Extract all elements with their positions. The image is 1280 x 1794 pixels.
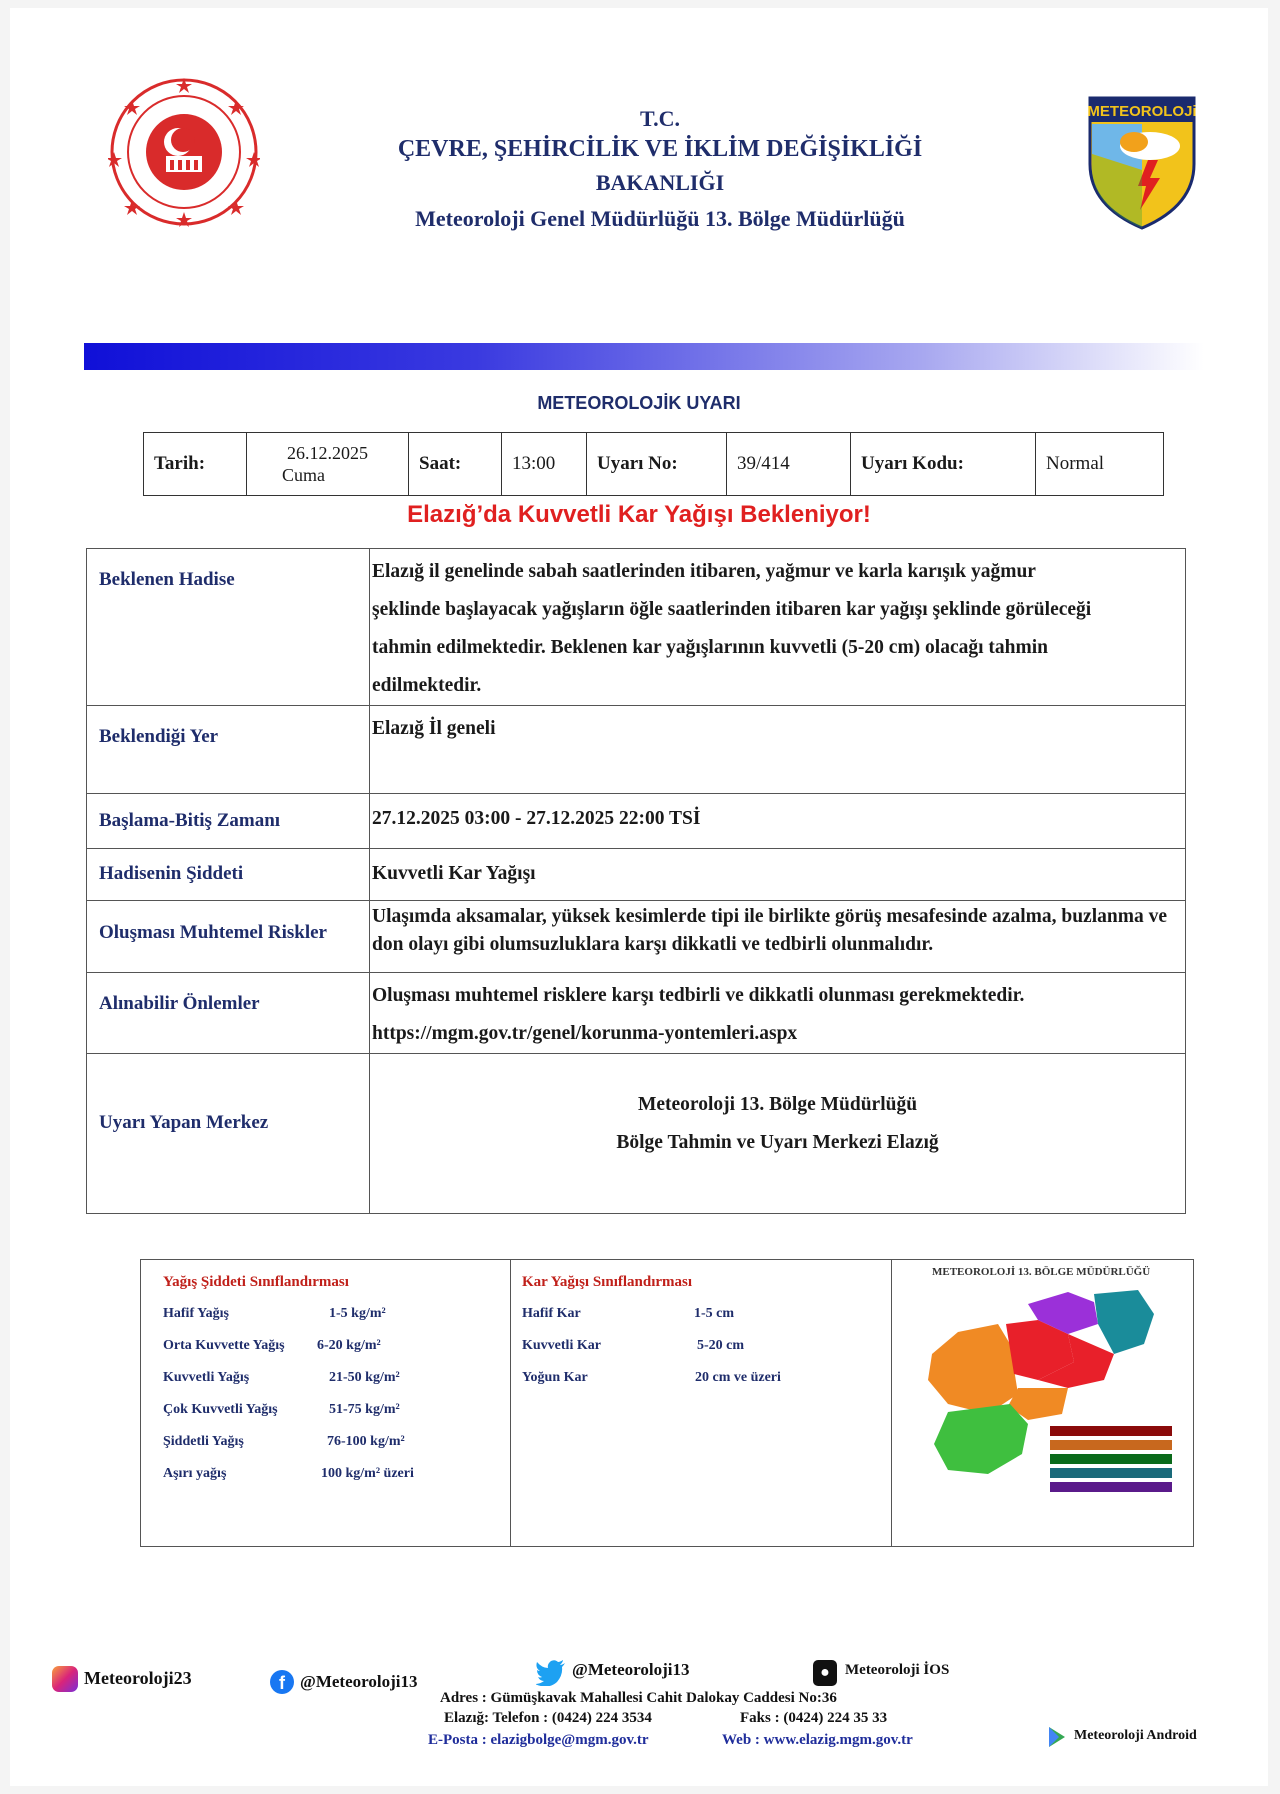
time-value: 13:00 <box>502 433 587 496</box>
rain-item-name: Kuvvetli Yağış <box>163 1370 250 1385</box>
warning-code-label: Uyarı Kodu: <box>851 433 1036 496</box>
date-cell <box>247 433 409 496</box>
risk-label: Oluşması Muhtemel Riskler <box>87 901 370 973</box>
footer-web[interactable]: Web : www.elazig.mgm.gov.tr <box>722 1732 913 1748</box>
region-map-panel <box>892 1260 1192 1546</box>
twitter-icon <box>536 1660 566 1686</box>
instagram-handle: Meteoroloji23 <box>84 1668 192 1688</box>
shield-logo-text: METEOROLOJi <box>1087 103 1197 120</box>
android-label: Meteoroloji Android <box>1074 1728 1197 1743</box>
snow-item-value: 1-5 cm <box>694 1306 735 1321</box>
time-label: Saat: <box>409 433 502 496</box>
event-value: Elazığ il genelinde sabah saatlerinden itibaren, yağmur ve karla karışık yağmur şeklinde başlayacak yağışların öğle saatlerinden itibaren kar yağışı şeklinde görüleceği tahmin edilmektedir. Beklenen kar yağışlarının kuvvetli (5-20 cm) olacağı tahmin edilmektedir. <box>370 549 1186 706</box>
warning-code-value: Normal <box>1036 433 1164 496</box>
meteoroloji-shield-logo <box>1086 94 1198 230</box>
center-value-2: Bölge Tahmin ve Uyarı Merkezi Elazığ <box>616 1132 939 1153</box>
rain-item-value: 51-75 kg/m² <box>329 1402 400 1417</box>
date-label: Tarih: <box>144 433 247 496</box>
header-directorate: Meteoroloji Genel Müdürlüğü 13. Bölge Müdürlüğü <box>415 206 905 231</box>
day-value: Cuma <box>282 465 325 485</box>
footer-fax: Faks : (0424) 224 35 33 <box>740 1710 888 1726</box>
snow-item-name: Hafif Kar <box>522 1306 581 1321</box>
time-range-label: Başlama-Bitiş Zamanı <box>87 794 370 849</box>
snow-legend-title: Kar Yağışı Sınıflandırması <box>522 1274 693 1290</box>
rain-item-name: Orta Kuvvette Yağış <box>163 1338 285 1353</box>
rain-legend <box>141 1260 511 1546</box>
snow-item-value: 5-20 cm <box>697 1338 745 1353</box>
document-page <box>10 8 1268 1786</box>
warning-no-label: Uyarı No: <box>587 433 727 496</box>
facebook-handle: @Meteoroloji13 <box>300 1672 418 1691</box>
footer-email[interactable]: E-Posta : elazigbolge@mgm.gov.tr <box>428 1732 649 1748</box>
rain-item-name: Çok Kuvvetli Yağış <box>163 1402 278 1417</box>
warning-no-value: 39/414 <box>727 433 851 496</box>
measures-link[interactable]: https://mgm.gov.tr/genel/korunma-yontemleri.aspx <box>372 1023 798 1044</box>
alert-headline: Elazığ’da Kuvvetli Kar Yağışı Bekleniyor! <box>407 501 871 528</box>
classification-legend <box>140 1259 1194 1547</box>
warning-info-table <box>143 432 1164 496</box>
center-label: Uyarı Yapan Merkez <box>87 1054 370 1214</box>
ministry-seal-logo <box>108 76 260 228</box>
rain-item-value: 76-100 kg/m² <box>327 1434 405 1449</box>
rain-item-name: Şiddetli Yağış <box>163 1434 244 1449</box>
rain-item-name: Aşırı yağış <box>163 1466 227 1481</box>
center-value-1: Meteoroloji 13. Bölge Müdürlüğü <box>637 1094 918 1115</box>
measures-label: Alınabilir Önlemler <box>87 973 370 1054</box>
facebook-icon: f <box>270 1670 294 1694</box>
severity-value: Kuvvetli Kar Yağışı <box>370 849 1186 901</box>
footer-address: Adres : Gümüşkavak Mahallesi Cahit Dalokay Caddesi No:36 <box>440 1690 837 1706</box>
instagram-icon <box>52 1666 78 1692</box>
measures-value: Oluşması muhtemel risklere karşı tedbirli ve dikkatli olunması gerekmektedir. <box>372 985 1025 1006</box>
rain-item-name: Hafif Yağış <box>163 1306 229 1321</box>
twitter-handle: @Meteoroloji13 <box>572 1660 690 1679</box>
header-gradient-bar <box>84 343 1204 370</box>
risk-value: Ulaşımda aksamalar, yüksek kesimlerde tipi ile birlikte görüş mesafesinde azalma, buzlanma ve don olayı gibi olumsuzluklara karşı dikkatli ve tedbirli olunmalıdır. <box>370 901 1186 973</box>
rain-item-value: 6-20 kg/m² <box>317 1338 381 1353</box>
warning-details-table <box>86 548 1186 1214</box>
place-value: Elazığ İl geneli <box>370 706 1186 794</box>
event-label: Beklenen Hadise <box>87 549 370 706</box>
date-value: 26.12.2025 <box>287 443 368 463</box>
header-tc: T.C. <box>640 106 680 131</box>
header-ministry: ÇEVRE, ŞEHİRCİLİK VE İKLİM DEĞİŞİKLİĞİ <box>397 136 923 162</box>
apple-icon: ● <box>813 1660 837 1686</box>
severity-label: Hadisenin Şiddeti <box>87 849 370 901</box>
map-title: METEOROLOJİ 13. BÖLGE MÜDÜRLÜĞÜ <box>932 1266 1151 1278</box>
measures-cell <box>370 973 1186 1054</box>
region-map-image <box>918 1284 1178 1504</box>
place-label: Beklendiği Yer <box>87 706 370 794</box>
rain-item-value: 1-5 kg/m² <box>329 1306 386 1321</box>
rain-item-value: 21-50 kg/m² <box>329 1370 400 1385</box>
snow-item-name: Kuvvetli Kar <box>522 1338 601 1353</box>
snow-item-name: Yoğun Kar <box>522 1370 588 1385</box>
footer-phone: Elazığ: Telefon : (0424) 224 3534 <box>444 1710 652 1726</box>
google-play-icon <box>1048 1726 1066 1748</box>
center-cell <box>370 1054 1186 1214</box>
ios-label: Meteoroloji İOS <box>845 1662 950 1678</box>
rain-legend-title: Yağış Şiddeti Sınıflandırması <box>163 1274 349 1290</box>
header-bakanlik: BAKANLIĞI <box>595 170 725 195</box>
time-range-value: 27.12.2025 03:00 - 27.12.2025 22:00 TSİ <box>370 794 1186 849</box>
snow-legend <box>510 1260 892 1546</box>
document-title: METEOROLOJİK UYARI <box>537 393 741 413</box>
snow-item-value: 20 cm ve üzeri <box>695 1370 781 1385</box>
rain-item-value: 100 kg/m² üzeri <box>321 1466 414 1481</box>
